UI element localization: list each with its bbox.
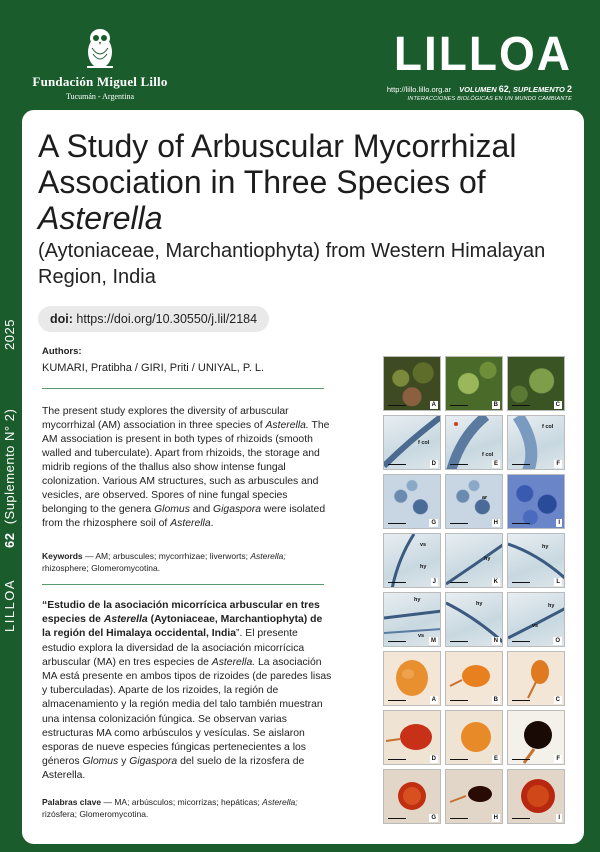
figure-panel: B <box>445 356 503 411</box>
keywords-es: Palabras clave — MA; arbúsculos; micorrizas; hepáticas; Asterella; rizósfera; Glomeromycotina. <box>42 797 298 819</box>
figure-panel: E <box>445 710 503 765</box>
figure-panel: C <box>507 651 565 706</box>
abstract-es: “Estudio de la asociación micorrícica arbuscular en tres especies de Asterella (Aytoniaceae, Marchantiophyta) de la región del Himalaya occidental, India”. El presente estudio explora la diversidad de la asociación micorrícica arbuscular (MA) en tres especies de Asterella. La asociación MA está presente en ambos tipos de rizoides (de paredes lisas y tuberculadas). Aparte de los rizoides, la región de almacenamiento y la región media del talo también muestran una intensa colonización fúngica. Se observan varias estructuras MA como arbúsculos y vesículas. Se aislaron esporas de nueve especies fúngicas pertenecientes a los géneros Glomus y Gigaspora del suelo de la rizosfera de Asterella. <box>42 600 332 782</box>
journal-url[interactable]: http://lillo.lillo.org.ar <box>386 85 452 94</box>
volume-info: VOLUMEN 62, SUPLEMENTO 2 <box>459 84 572 94</box>
figure-panel: ar H <box>445 474 503 529</box>
org-location: Tucumán - Argentina <box>66 92 134 101</box>
figure-panel: A <box>383 356 441 411</box>
figure-panel: G <box>383 474 441 529</box>
figure-panel: F <box>507 710 565 765</box>
sidebar-year: 2025 <box>2 319 17 350</box>
figure-panel: hy N <box>445 592 503 647</box>
authors-label: Authors: <box>42 346 82 357</box>
keywords-en: Keywords — AM; arbuscules; mycorrhizae; liverworts; Asterella; rhizosphere; Glomeromycotina. <box>42 551 286 573</box>
figure-panel: I <box>507 769 565 824</box>
journal-title: LILLOA <box>393 25 572 81</box>
abstract-en: The present study explores the diversity of arbuscular mycorrhizal (AM) association in three species of Asterella. The AM association is present in both types of rhizoids (smooth walled and tuberculate). Apart from rhizoids, the storage and midrib regions of the thallus also show intense fungal colonization. Various AM structures, such as arbuscules and vesicles, are observed. Spores of nine fungal species belonging to the genera Glomus and Gigaspora were isolated from the rhizosphere soil of Asterella. <box>42 406 330 529</box>
figure-panel: hy L <box>507 533 565 588</box>
figure-panel: hy vs O <box>507 592 565 647</box>
figure-panel: G <box>383 769 441 824</box>
figure-panel: B <box>445 651 503 706</box>
figure-panel: C <box>507 356 565 411</box>
authors: KUMARI, Pratibha / GIRI, Priti / UNIYAL, P. L. <box>42 362 265 374</box>
figure-panel: hy K <box>445 533 503 588</box>
figure-panel: hy vs M <box>383 592 441 647</box>
figure-panel: H <box>445 769 503 824</box>
divider <box>42 388 324 389</box>
sidebar-journal: LILLOA <box>2 578 17 632</box>
journal-tagline: INTERACCIONES BIOLÓGICAS EN UN MUNDO CAMBIANTE <box>407 96 572 102</box>
sidebar-volume: 62 (Suplemento N° 2) <box>2 408 17 548</box>
figure-panel: vs hy J <box>383 533 441 588</box>
figure-panel: A <box>383 651 441 706</box>
article-subtitle: (Aytoniaceae, Marchantiophyta) from Western Himalayan Region, India <box>38 240 546 288</box>
article-title: A Study of Arbuscular Mycorrhizal Association in Three Species of Asterella <box>38 128 517 236</box>
article-card <box>22 110 584 844</box>
doi-badge[interactable]: doi: https://doi.org/10.30550/j.lil/2184 <box>38 306 269 332</box>
org-name: Fundación Miguel Lillo <box>32 74 168 89</box>
figure-panel: f col E <box>445 415 503 470</box>
figure-panel: I <box>507 474 565 529</box>
doi-link[interactable]: https://doi.org/10.30550/j.lil/2184 <box>76 312 258 326</box>
figure-panel: f col D <box>383 415 441 470</box>
journal-info <box>387 84 572 94</box>
owl-logo-icon <box>83 26 117 70</box>
divider <box>42 584 324 585</box>
figure-panel: f col F <box>507 415 565 470</box>
figure-panel: D <box>383 710 441 765</box>
foundation-logo <box>30 26 170 101</box>
